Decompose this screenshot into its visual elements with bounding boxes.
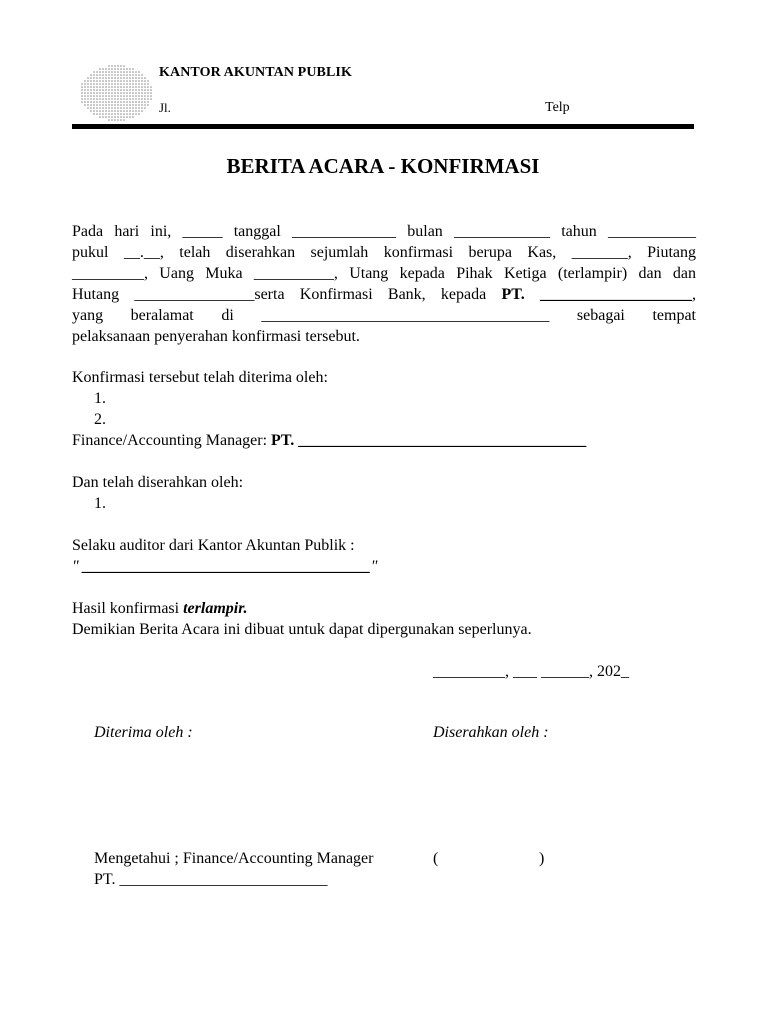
document-title: BERITA ACARA - KONFIRMASI bbox=[226, 154, 540, 178]
company-blank: ___________________ bbox=[540, 286, 692, 303]
date-line: _________, ___ ______, 202_ bbox=[433, 663, 629, 680]
received-item-1: 1. bbox=[94, 390, 106, 407]
handed-item-1: 1. bbox=[94, 495, 106, 512]
phone-label: Telp bbox=[545, 100, 570, 115]
address-label: Jl. bbox=[159, 100, 171, 115]
auditor-heading: Selaku auditor dari Kantor Akuntan Publik : bbox=[72, 537, 355, 554]
intro-line-4: Hutang _______________serta Konfirmasi Bank, kepada PT. ___________________, bbox=[72, 286, 696, 303]
auditor-name-line: " ____________________________________" bbox=[72, 558, 378, 575]
attached-emphasis: terlampir. bbox=[183, 600, 248, 617]
closing-statement: Demikian Berita Acara ini dibuat untuk dapat dipergunakan seperlunya. bbox=[72, 621, 532, 638]
acknowledged-label: Mengetahui ; Finance/Accounting Manager bbox=[94, 850, 374, 867]
header-divider bbox=[72, 124, 694, 129]
signature-paren-close: ) bbox=[539, 850, 545, 867]
handed-heading: Dan telah diserahkan oleh: bbox=[72, 474, 244, 491]
manager-pt-line: PT. __________________________ bbox=[94, 871, 328, 888]
handed-by-label: Diserahkan oleh : bbox=[433, 724, 549, 741]
received-by-label: Diterima oleh : bbox=[94, 724, 193, 741]
signature-paren-open: ( bbox=[433, 850, 439, 867]
firm-logo-icon bbox=[72, 64, 152, 122]
firm-name: KANTOR AKUNTAN PUBLIK bbox=[159, 65, 352, 80]
intro-line-3: _________, Uang Muka __________, Utang kepada Pihak Ketiga (terlampir) dan dan bbox=[72, 265, 696, 282]
intro-line-5: yang beralamat di ____________________________________ sebagai tempat bbox=[72, 307, 696, 324]
received-item-2: 2. bbox=[94, 411, 106, 428]
result-line: Hasil konfirmasi terlampir. bbox=[72, 600, 248, 617]
intro-line-1: Pada hari ini, _____ tanggal _____________ bulan ____________ tahun ___________ bbox=[72, 223, 696, 240]
intro-line-6: pelaksanaan penyerahan konfirmasi tersebut. bbox=[72, 328, 360, 345]
intro-paragraph bbox=[72, 221, 696, 347]
intro-line-2: pukul __.__, telah diserahkan sejumlah konfirmasi berupa Kas, _______, Piutang bbox=[72, 244, 696, 261]
manager-company-blank: PT. ____________________________________ bbox=[271, 432, 587, 449]
manager-line: Finance/Accounting Manager: PT. ____________________________________ bbox=[72, 432, 587, 449]
received-heading: Konfirmasi tersebut telah diterima oleh: bbox=[72, 369, 328, 386]
